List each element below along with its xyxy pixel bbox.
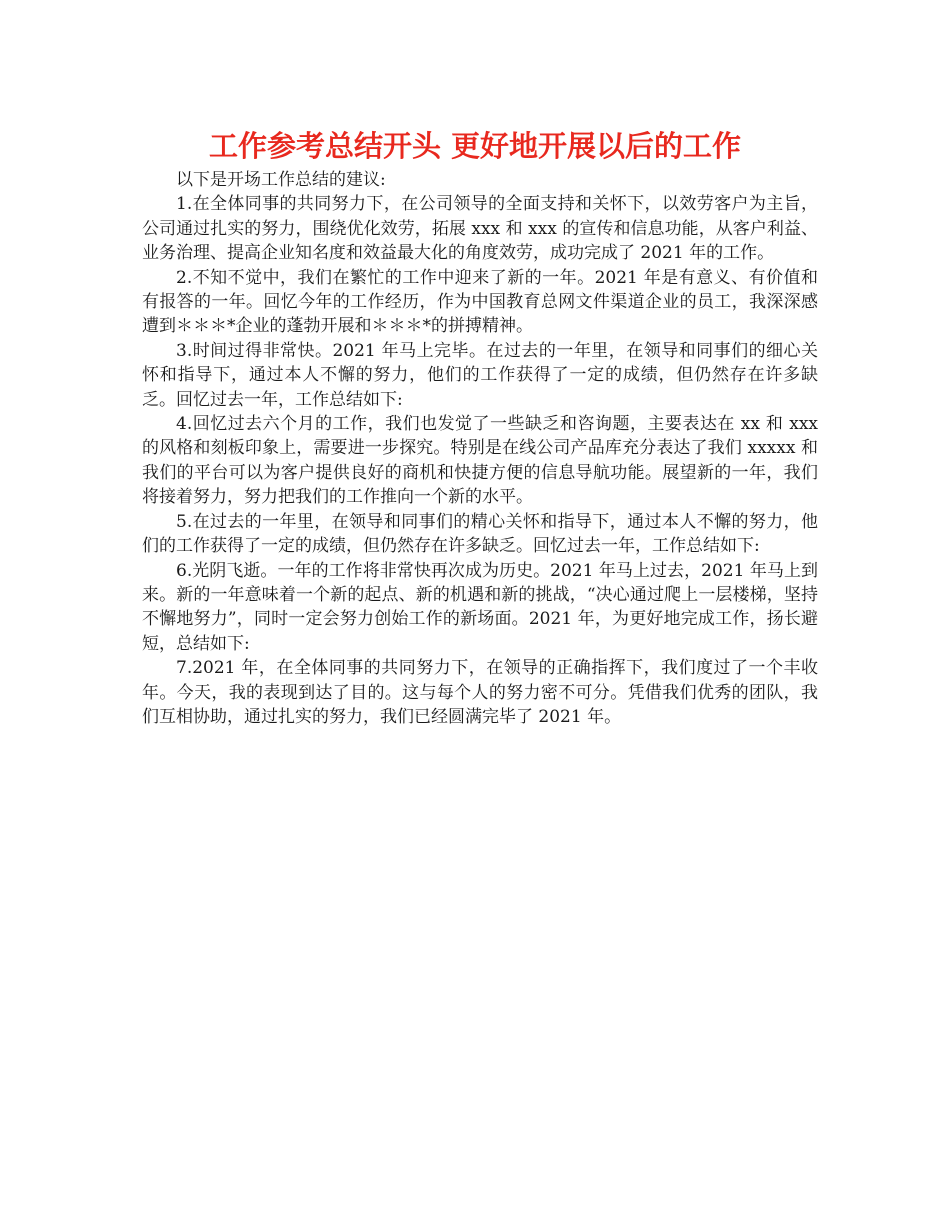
document-body: [142, 168, 818, 729]
paragraph-5: 5.在过去的一年里，在领导和同事们的精心关怀和指导下，通过本人不懈的努力，他们的工作获得了一定的成绩，但仍然存在许多缺乏。回忆过去一年，工作总结如下:: [142, 511, 818, 557]
paragraph-6: 6.光阴飞逝。一年的工作将非常快再次成为历史。2021 年马上过去，2021 年马上到来。新的一年意味着一个新的起点、新的机遇和新的挑战，“决心通过爬上一层楼梯，坚持不懈地努力”，同时一定会努力创始工作的新场面。2021 年，为更好地完成工作，扬长避短，总结如下:: [142, 560, 818, 654]
paragraph-2: 2.不知不觉中，我们在繁忙的工作中迎来了新的一年。2021 年是有意义、有价值和有报答的一年。回忆今年的工作经历，作为中国教育总网文件渠道企业的员工，我深深感遭到＊＊＊*企业的蓬勃开展和＊＊＊*的拼搏精神。: [142, 267, 818, 337]
paragraph-1: 1.在全体同事的共同努力下，在公司领导的全面支持和关怀下，以效劳客户为主旨，公司通过扎实的努力，围绕优化效劳，拓展 xxx 和 xxx 的宣传和信息功能，从客户利益、业务治理、提高企业知名度和效益最大化的角度效劳，成功完成了 2021 年的工作。: [142, 194, 818, 264]
paragraph-7: 7.2021 年，在全体同事的共同努力下，在领导的正确指挥下，我们度过了一个丰收年。今天，我的表现到达了目的。这与每个人的努力密不可分。凭借我们优秀的团队，我们互相协助，通过扎实的努力，我们已经圆满完毕了 2021 年。: [142, 658, 818, 727]
document-title: 工作参考总结开头 更好地开展以后的工作: [208, 129, 742, 163]
paragraph-3: 3.时间过得非常快。2021 年马上完毕。在过去的一年里，在领导和同事们的细心关怀和指导下，通过本人不懈的努力，他们的工作获得了一定的成绩，但仍然存在许多缺乏。回忆过去一年，工作总结如下:: [142, 340, 818, 410]
intro-paragraph: 以下是开场工作总结的建议:: [176, 170, 386, 190]
paragraph-4: 4.回忆过去六个月的工作，我们也发觉了一些缺乏和咨询题，主要表达在 xx 和 xxx 的风格和刻板印象上，需要进一步探究。特别是在线公司产品库充分表达了我们 xxxxx 和我们的平台可以为客户提供良好的商机和快捷方便的信息导航功能。展望新的一年，我们将接着努力，努力把我们的工作推向一个新的水平。: [142, 414, 818, 508]
